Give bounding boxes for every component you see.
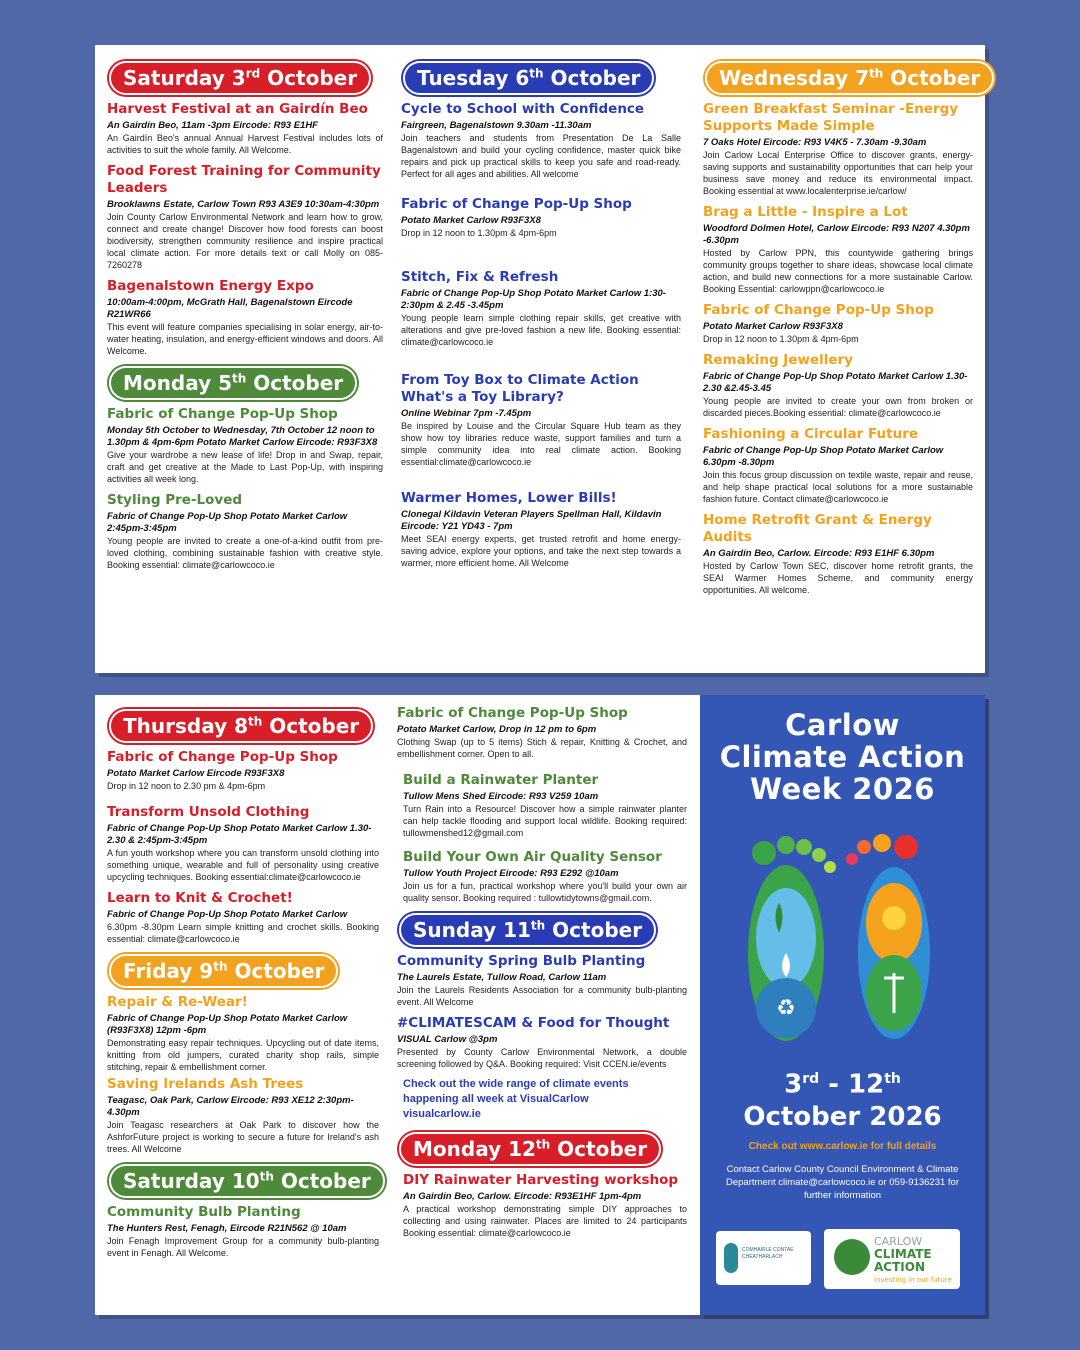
event-desc: Drop in 12 noon to 2.30 pm & 4pm-6pm <box>107 781 266 791</box>
event-meta: 7 Oaks Hotel Eircode: R93 V4K5 - 7.30am -9.30am <box>703 137 927 148</box>
event <box>107 1076 379 1155</box>
event <box>107 492 383 571</box>
footprints-illustration <box>724 823 964 1053</box>
event-meta: Brooklawns Estate, Carlow Town R93 A3E9 10:30am-4:30pm <box>107 199 380 210</box>
start-day: 3 <box>784 1069 803 1100</box>
event <box>397 772 687 839</box>
event <box>703 204 973 295</box>
poster-month-year: October 2026 <box>743 1101 942 1132</box>
event <box>401 490 681 569</box>
event-meta: Fabric of Change Pop-Up Shop Potato Market Carlow 1:30-2:30pm & 2.45 -3.45pm <box>401 288 666 311</box>
event-title: Build Your Own Air Quality Sensor <box>403 849 662 865</box>
event-desc: Hosted by Carlow Town SEC, discover home retrofit grants, the SEAI Warmer Homes Scheme, and community energy opportunities. All welcome. <box>703 561 973 595</box>
event-title: Repair & Re-Wear! <box>107 994 248 1010</box>
event-title: Home Retrofit Grant & Energy Audits <box>703 512 932 545</box>
event-meta: Fairgreen, Bagenalstown 9.30am -11.30am <box>401 120 592 131</box>
event <box>107 278 383 357</box>
carlow-climate-action-logo <box>824 1229 960 1289</box>
event-desc: Hosted by Carlow PPN, this countywide gathering brings community groups together to share ideas, showcase local climate action, and build new connections for a more sustainable Carlow. Booking Essential: carlowppn@carlowcoco.ie <box>703 248 973 294</box>
event-title: Build a Rainwater Planter <box>403 772 599 788</box>
month-text: October <box>262 714 360 738</box>
day-text: Monday 5 <box>123 371 232 395</box>
event-desc: Join us for a fun, practical workshop where you'll build your own air quality sensor. Booking required : tullowtidytowns@gmail.com. <box>403 881 687 903</box>
council-logo-text: COMHAIRLE CONTAE CHEATHARLACH <box>742 1247 794 1260</box>
day-suffix: th <box>213 959 228 974</box>
end-suffix: th <box>884 1071 901 1087</box>
carlow-county-council-logo <box>716 1231 811 1285</box>
event-desc: Join teachers and students from Presentation De La Salle Bagenalstown and build your cycling confidence, master quick bike repairs and pick up practical skills to keep you safe and road-ready. Perfect for all ages and abilities. All welcome <box>401 133 681 179</box>
poster-title-line: Week 2026 <box>750 772 935 806</box>
day-header <box>109 954 338 988</box>
council-crest-icon <box>724 1243 738 1273</box>
event <box>703 426 973 505</box>
event-title: Brag a Little - Inspire a Lot <box>703 204 908 220</box>
day-header <box>109 366 357 400</box>
event <box>107 994 379 1073</box>
event <box>397 849 687 904</box>
event-title: From Toy Box to Climate Action What's a Toy Library? <box>401 372 639 405</box>
event-desc: Give your wardrobe a new lease of life! Drop in and Swap, repair, craft and get creative at the Made to Last Pop-Up, with inspiring activities all week long. <box>107 450 383 484</box>
event-desc: 6.30pm -8.30pm Learn simple knitting and crochet skills. Booking essential: climate@carlowcoco.ie <box>107 922 379 944</box>
event <box>401 372 681 468</box>
day-suffix: th <box>248 714 263 729</box>
climate-week-poster <box>700 695 985 1315</box>
event-meta: Fabric of Change Pop-Up Shop Potato Market Carlow <box>107 909 348 920</box>
column-wednesday <box>703 45 981 673</box>
event-desc: Join County Carlow Environmental Network and learn how to grow, connect and create change! Discover how food forests can boost biodiversity, strengthen community resilience and inspire practical local climate action. For more details text or call Molly on 085-7260278 <box>107 212 383 270</box>
day-header <box>399 1132 661 1166</box>
event <box>703 352 973 419</box>
event-meta: Potato Market Carlow R93F3X8 <box>703 321 843 332</box>
event-desc: Meet SEAI energy experts, get trusted retrofit and home energy-saving advice, explore your options, and take the next step towards a warmer, more efficient home. All Welcome <box>401 534 681 568</box>
day-text: Saturday 3 <box>123 66 246 90</box>
day-suffix: th <box>535 1137 551 1152</box>
right-footprint <box>846 834 930 1039</box>
day-header <box>705 61 994 95</box>
month-text: October <box>260 66 358 90</box>
event-meta: Potato Market Carlow R93F3X8 <box>401 215 541 226</box>
event <box>401 196 681 239</box>
event-title: Fabric of Change Pop-Up Shop <box>397 705 628 721</box>
event-title: Fabric of Change Pop-Up Shop <box>107 749 338 765</box>
event-title: DIY Rainwater Harvesting workshop <box>403 1172 679 1188</box>
event-title: Transform Unsold Clothing <box>107 804 310 820</box>
event <box>107 406 383 485</box>
event <box>703 512 973 596</box>
event-desc: Join the Laurels Residents Association for a community bulb-planting event. All Welcome <box>397 985 687 1007</box>
event-desc: Young people are invited to create your own from broken or discarded pieces.Booking essential: climate@carlowcoco.ie <box>703 396 973 418</box>
poster-dates <box>700 1063 985 1133</box>
event <box>401 101 681 180</box>
event-title: Fabric of Change Pop-Up Shop <box>107 406 338 422</box>
event <box>107 890 379 945</box>
day-suffix: th <box>869 66 884 81</box>
logo-word: CLIMATE <box>874 1247 932 1261</box>
event-title: Fashioning a Circular Future <box>703 426 919 442</box>
event-desc: Turn Rain into a Resource! Discover how a simple rainwater planter can help tackle flooding and support local wildlife. Booking required: tullowmenshed12@gmail.com <box>403 804 687 838</box>
event-meta: 10:00am-4:00pm, McGrath Hall, Bagenalstown Eircode R21WR66 <box>107 297 353 320</box>
event-meta: An Gairdín Beo, Carlow. Eircode: R93E1HF 1pm-4pm <box>403 1191 642 1202</box>
month-text: October <box>273 1169 371 1193</box>
logo-word: CARLOW <box>874 1235 923 1248</box>
month-text: October <box>246 371 344 395</box>
month-text: October <box>883 66 981 90</box>
event-meta: Woodford Dolmen Hotel, Carlow Eircode: R93 N207 4.30pm -6.30pm <box>703 223 970 246</box>
event-desc: Join this focus group discussion on textile waste, repair and reuse, and help shape practical local solutions for a more sustainable fashion future. Contact climate@carlowcoco.ie <box>703 470 973 504</box>
event-title: Harvest Festival at an Gairdín Beo <box>107 101 368 117</box>
poster-title-line: Carlow <box>785 708 900 742</box>
event-title: Fabric of Change Pop-Up Shop <box>401 196 632 212</box>
event-title: Stitch, Fix & Refresh <box>401 269 559 285</box>
event <box>107 804 379 883</box>
event-title: Cycle to School with Confidence <box>401 101 645 117</box>
day-suffix: th <box>232 371 247 386</box>
event-meta: The Hunters Rest, Fenagh, Eircode R21N562 @ 10am <box>107 1223 347 1234</box>
event-desc: Presented by County Carlow Environmental Network, a double screening followed by Q&A. Booking required: Visit CCEN.ie/events <box>397 1047 687 1069</box>
column-thursday-saturday <box>107 695 379 1315</box>
event-desc: A fun youth workshop where you can transform unsold clothing into something unique, wearable and full of personality using creative upcycling techniques. Booking essential:climate@carlowcoco.ie <box>107 848 379 882</box>
event-meta: The Laurels Estate, Tullow Road, Carlow 11am <box>397 972 607 983</box>
event <box>401 269 681 348</box>
event-meta: Fabric of Change Pop-Up Shop Potato Market Carlow 1.30-2.30 &2.45-3.45 <box>703 371 968 394</box>
event-title: #CLIMATESCAM & Food for Thought <box>397 1015 670 1031</box>
day-text: Wednesday 7 <box>719 66 870 90</box>
event <box>397 953 687 1008</box>
day-header <box>399 913 656 947</box>
end-day: 12 <box>848 1069 885 1100</box>
event <box>703 302 973 345</box>
event-desc: This event will feature companies specialising in solar energy, air-to-water heating, insulation, and energy-efficient windows and doors. All Welcome. <box>107 322 383 356</box>
event-meta: Online Webinar 7pm -7.45pm <box>401 408 532 419</box>
event-desc: Drop in 12 noon to 1.30pm & 4pm-6pm <box>401 228 557 238</box>
leaflet-panel-top <box>95 45 985 673</box>
event <box>397 1015 687 1070</box>
event-meta: Fabric of Change Pop-Up Shop Potato Market Carlow 6.30pm -8.30pm <box>703 445 944 468</box>
event-meta: Teagasc, Oak Park, Carlow Eircode: R93 XE12 2:30pm-4.30pm <box>107 1095 354 1118</box>
day-text: Saturday 10 <box>123 1169 260 1193</box>
event-title: Food Forest Training for Community Leaders <box>107 163 381 196</box>
day-suffix: th <box>529 66 544 81</box>
event-title: Community Bulb Planting <box>107 1204 301 1220</box>
event-title: Fabric of Change Pop-Up Shop <box>703 302 934 318</box>
event-title: Learn to Knit & Crochet! <box>107 890 293 906</box>
left-footprint <box>748 836 836 1041</box>
visualcarlow-promo: Check out the wide range of climate events happening all week at VisualCarlow visualcarlow.ie <box>403 1078 629 1120</box>
event-title: Bagenalstown Energy Expo <box>107 278 314 294</box>
poster-title-line: Climate Action <box>719 740 966 774</box>
logo-word: ACTION <box>874 1260 925 1274</box>
column-saturday-sunday-monday <box>397 695 687 1315</box>
event-title: Remaking Jewellery <box>703 352 853 368</box>
event-meta: Clonegal Kildavin Veteran Players Spellman Hall, Kildavin Eircode: Y21 YD43 - 7pm <box>401 509 662 532</box>
event-desc: Young people are invited to create a one-of-a-kind outfit from pre-loved clothing, combining sustainable fashion with creative style. Booking essential: climate@carlowcoco.ie <box>107 536 383 570</box>
event-title: Styling Pre-Loved <box>107 492 243 508</box>
event-meta: An Gairdín Beo, Carlow. Eircode: R93 E1HF 6.30pm <box>703 548 935 559</box>
day-header <box>109 1164 385 1198</box>
event-meta: Fabric of Change Pop-Up Shop Potato Market Carlow 1.30-2.30 & 2:45pm-3:45pm <box>107 823 372 846</box>
event-meta: Potato Market Carlow, Drop in 12 pm to 6pm <box>397 724 597 735</box>
event-meta: Tullow Mens Shed Eircode: R93 V259 10am <box>403 791 599 802</box>
logo-tagline: investing in our future <box>874 1276 952 1284</box>
event <box>107 101 383 156</box>
website-link[interactable]: Check out www.carlow.ie for full details <box>748 1141 937 1152</box>
event-desc: Join Carlow Local Enterprise Office to discover grants, energy-saving supports and sustainability opportunities that can help your business save money and reduce its environmental impact. Booking essential at www.localenterprise.ie/carlow/ <box>703 150 973 196</box>
day-text: Friday 9 <box>123 959 214 983</box>
day-text: Sunday 11 <box>413 918 531 942</box>
start-suffix: rd <box>802 1071 820 1087</box>
poster-title <box>700 709 985 805</box>
contact-info: Contact Carlow County Council Environment & Climate Department climate@carlowcoco.ie or 059-9136231 for further information <box>725 1164 959 1201</box>
event-desc: Clothing Swap (up to 5 items) Stich & repair, Knitting & Crochet, and embellishment corner. Open to all. <box>397 737 687 759</box>
event-meta: Fabric of Change Pop-Up Shop Potato Market Carlow 2:45pm-3:45pm <box>107 511 348 534</box>
event-meta: Tullow Youth Project Eircode: R93 E292 @10am <box>403 868 619 879</box>
event-desc: Be inspired by Louise and the Circular Square Hub team as they show how toy libraries reduce waste, support families and turn a simple community idea into real climate action. Booking essential:climate@carlowcoco.ie <box>401 421 681 467</box>
event-title: Warmer Homes, Lower Bills! <box>401 490 617 506</box>
event-meta: Potato Market Carlow Eircode R93F3X8 <box>107 768 285 779</box>
day-header <box>109 61 371 95</box>
event <box>107 749 379 792</box>
month-text: October <box>545 918 643 942</box>
month-text: October <box>550 1137 648 1161</box>
svg-text:♻: ♻ <box>776 996 796 1021</box>
event-desc: Join Fenagh Improvement Group for a community bulb-planting event in Fenagh. All Welcome. <box>107 1236 379 1258</box>
event <box>107 1204 379 1259</box>
day-suffix: rd <box>245 66 261 81</box>
event-title: Community Spring Bulb Planting <box>397 953 646 969</box>
event-desc: Demonstrating easy repair techniques. Upcycling out of date items, knitting from old jumpers, curated charity shop rails, simple stitching, repair & embellishment corner. <box>107 1038 379 1072</box>
event-desc: Young people learn simple clothing repair skills, get creative with alterations and give pre-loved fashion a new life. Booking essential: climate@carlowcoco.ie <box>401 313 681 347</box>
column-saturday-monday <box>107 45 383 673</box>
day-text: Monday 12 <box>413 1137 536 1161</box>
event-meta: VISUAL Carlow @3pm <box>397 1034 498 1045</box>
day-text: Thursday 8 <box>123 714 248 738</box>
event-meta: Fabric of Change Pop-Up Shop Potato Market Carlow (R93F3X8) 12pm -6pm <box>107 1013 348 1036</box>
month-text: October <box>227 959 325 983</box>
climate-leaf-icon <box>834 1239 870 1275</box>
event-title: Saving Irelands Ash Trees <box>107 1076 304 1092</box>
day-header <box>403 61 654 95</box>
event <box>703 101 973 197</box>
date-separator: - <box>819 1069 849 1100</box>
event-desc: Drop in 12 noon to 1.30pm & 4pm-6pm <box>703 334 859 344</box>
day-text: Tuesday 6 <box>417 66 530 90</box>
event-desc: Join Teagasc researchers at Oak Park to discover how the AshforFuture project is working to secure a future for Ireland's ash trees. All Welcome <box>107 1120 379 1154</box>
event <box>397 705 687 760</box>
day-header <box>109 709 373 743</box>
event-meta: An Gairdín Beo, 11am -3pm Eircode: R93 E1HF <box>107 120 318 131</box>
column-tuesday <box>401 45 681 673</box>
day-suffix: th <box>259 1169 274 1184</box>
event <box>107 163 383 271</box>
event <box>397 1172 687 1239</box>
month-text: October <box>543 66 641 90</box>
event-meta: Monday 5th October to Wednesday, 7th October 12 noon to 1.30pm & 4pm-6pm Potato Market Carlow Eircode: R93F3X8 <box>107 425 378 448</box>
event-desc: A practical workshop demonstrating simple DIY approaches to collecting and using rainwater. Places are limited to 24 participants Booking essential: climate@carlowcoco.ie <box>403 1204 687 1238</box>
day-suffix: th <box>530 918 546 933</box>
event-title: Green Breakfast Seminar -Energy Supports Made Simple <box>703 101 959 134</box>
event-desc: An Gairdín Beo's annual Annual Harvest Festival includes lots of activities to suit the whole family. All Welcome. <box>107 133 383 155</box>
